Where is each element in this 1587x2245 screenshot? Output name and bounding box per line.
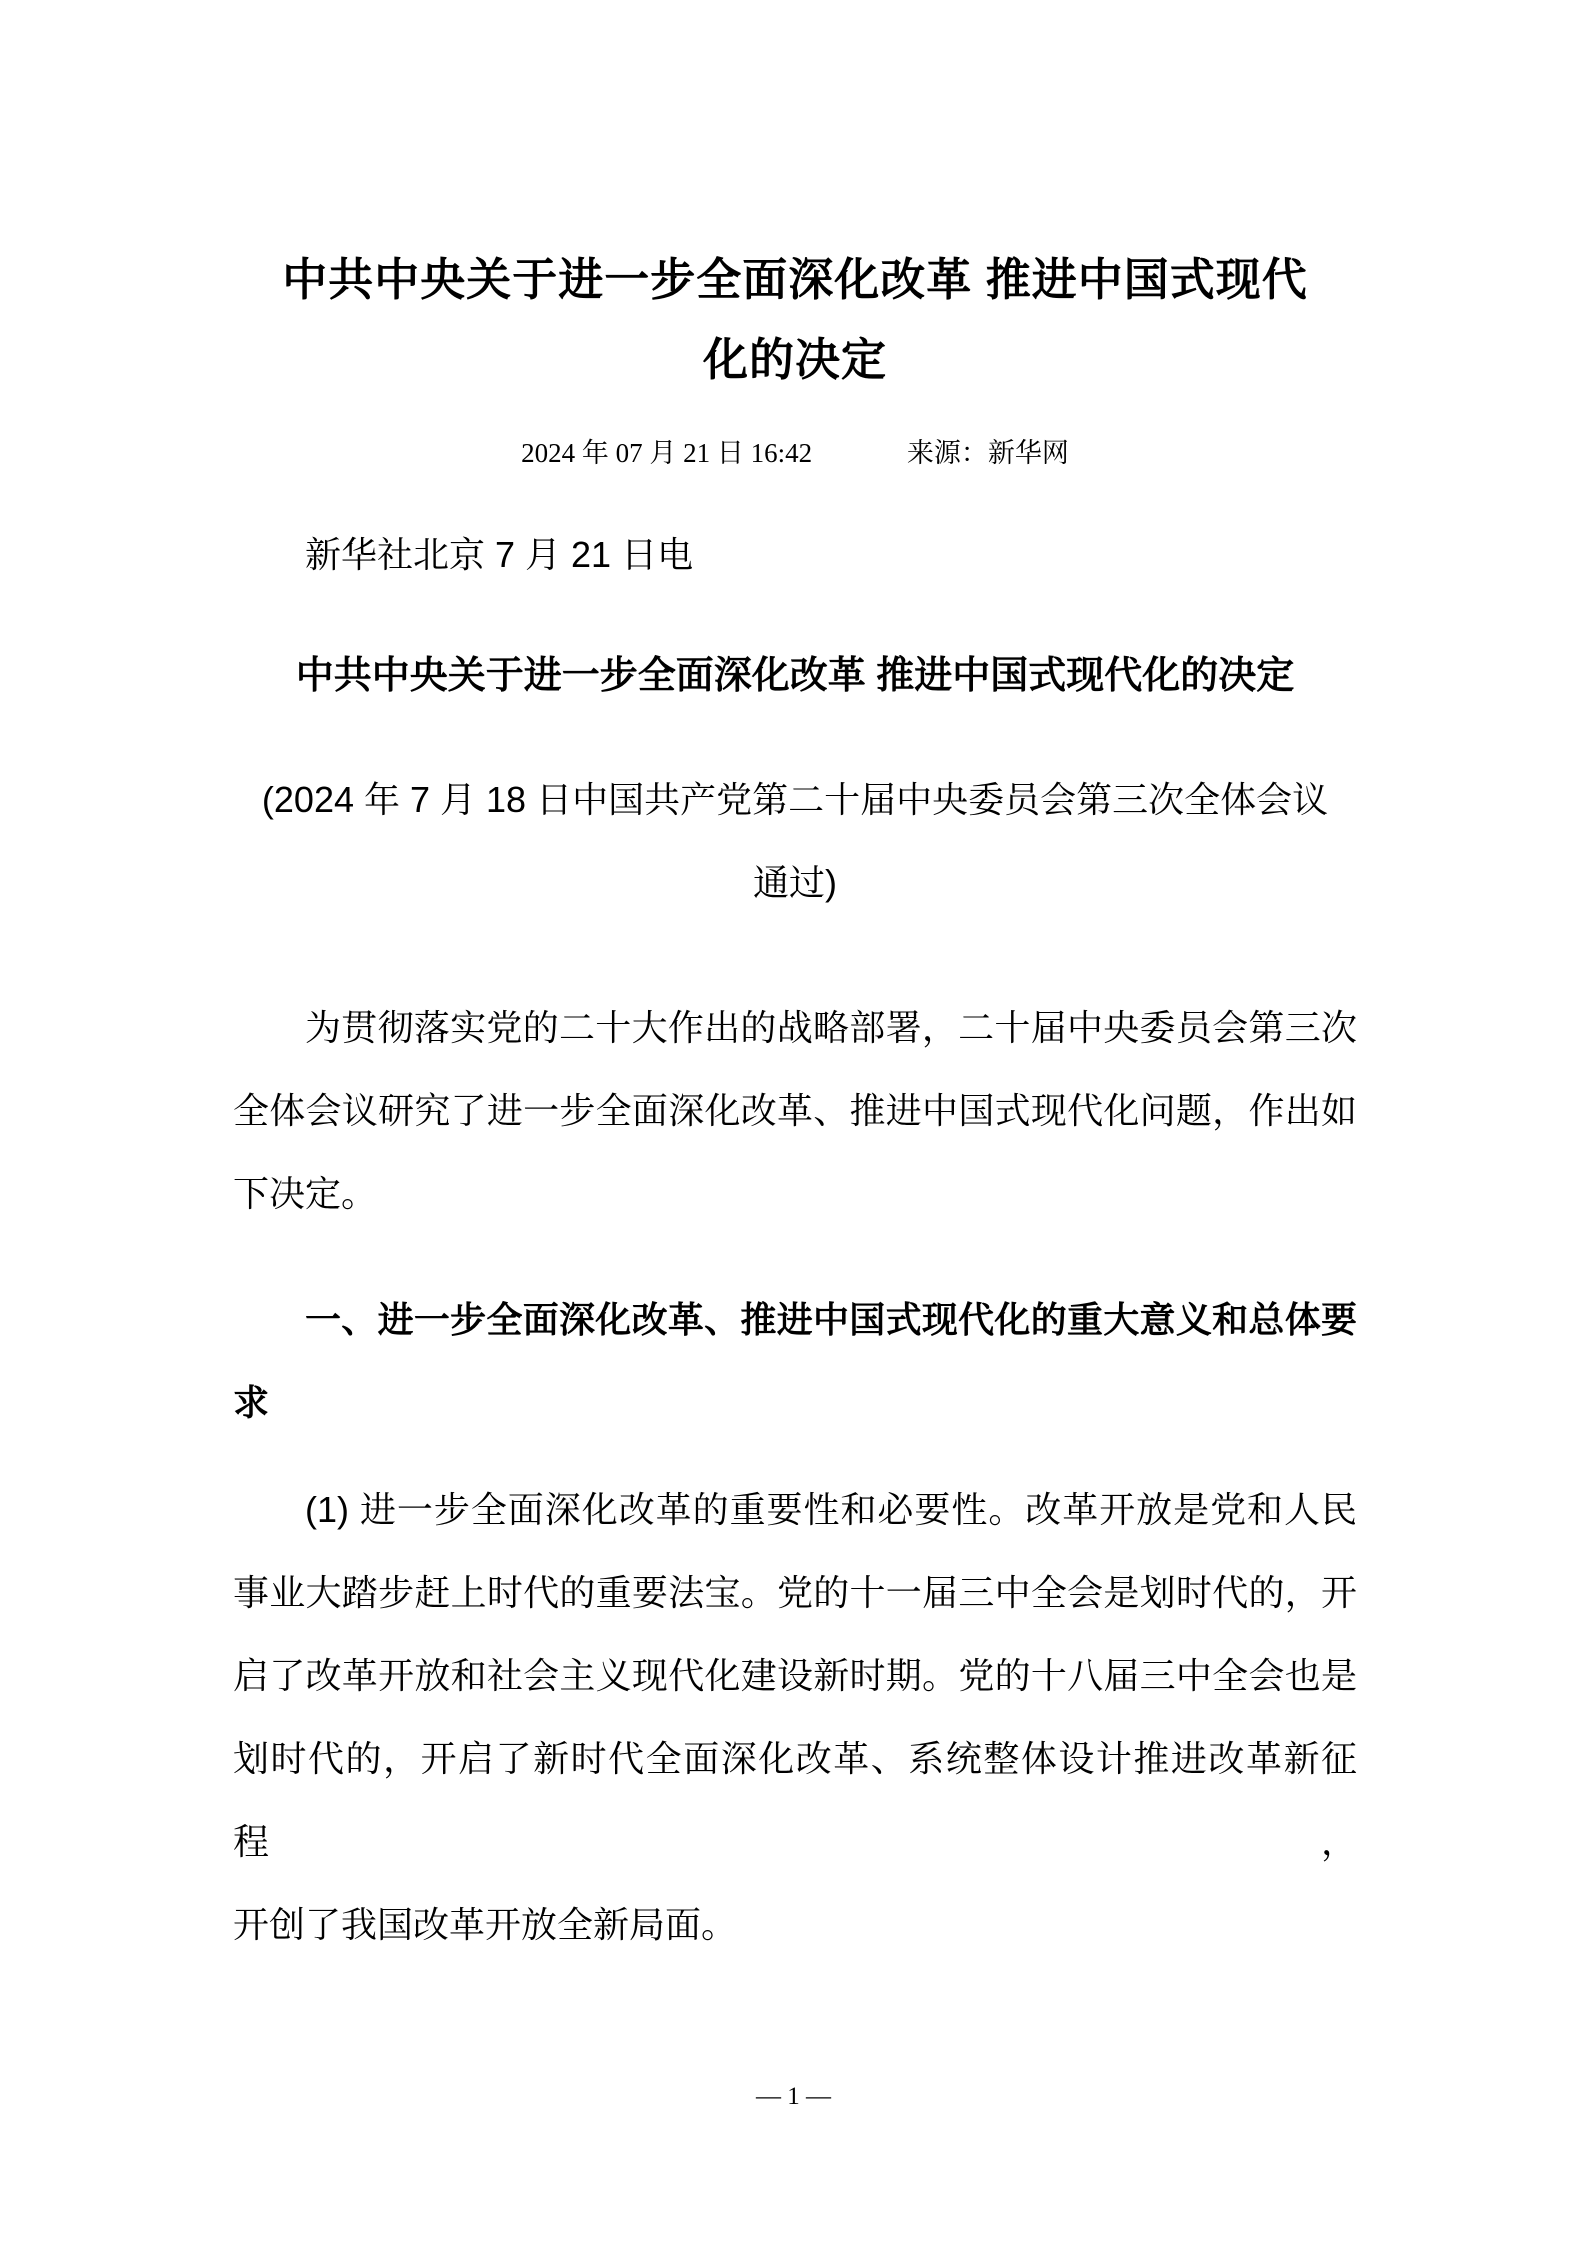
item-1-line-5: 开创了我国改革开放全新局面。 <box>233 1904 738 1945</box>
item-1-paragraph <box>233 1468 1357 1966</box>
intro-paragraph <box>233 986 1357 1235</box>
adoption-note-line-1: (2024 年 7 月 18 日中国共产党第二十届中央委员会第三次全体会议 <box>261 779 1329 820</box>
intro-line-3: 下决定。 <box>233 1173 378 1214</box>
item-1-line-3: 启了改革开放和社会主义现代化建设新时期。党的十八届三中全会也是 <box>233 1655 1357 1696</box>
document-content <box>0 240 1587 1966</box>
publish-datetime: 2024 年 07 月 21 日 16:42 <box>521 438 813 468</box>
byline <box>233 513 1357 596</box>
intro-line-1: 为贯彻落实党的二十大作出的战略部署，二十届中央委员会第三次 <box>305 1007 1357 1048</box>
page-number: — 1 — <box>756 2083 831 2110</box>
item-1-line-4: 划时代的，开启了新时代全面深化改革、系统整体设计推进改革新征程， <box>233 1738 1357 1862</box>
item-1-line-1: (1) 进一步全面深化改革的重要性和必要性。改革开放是党和人民 <box>305 1489 1357 1530</box>
adoption-note-line-2: 通过) <box>753 862 837 903</box>
item-1-line-2: 事业大踏步赶上时代的重要法宝。党的十一届三中全会是划时代的，开 <box>233 1572 1357 1613</box>
adoption-note <box>233 758 1357 924</box>
document-title <box>233 240 1357 400</box>
document-title-line-2: 化的决定 <box>702 334 887 385</box>
section-heading-line-2: 求 <box>233 1382 270 1423</box>
inner-title: 中共中央关于进一步全面深化改革 推进中国式现代化的决定 <box>295 655 1295 697</box>
source-label: 来源：新华网 <box>906 438 1069 468</box>
section-heading-line-1: 一、进一步全面深化改革、推进中国式现代化的重大意义和总体要 <box>305 1299 1357 1340</box>
section-heading-1 <box>233 1278 1357 1444</box>
article-meta <box>233 433 1357 473</box>
intro-line-2: 全体会议研究了进一步全面深化改革、推进中国式现代化问题，作出如 <box>233 1090 1357 1131</box>
document-title-line-1: 中共中央关于进一步全面深化改革 推进中国式现代 <box>282 254 1308 305</box>
byline-text: 新华社北京 7 月 21 日电 <box>305 534 694 575</box>
